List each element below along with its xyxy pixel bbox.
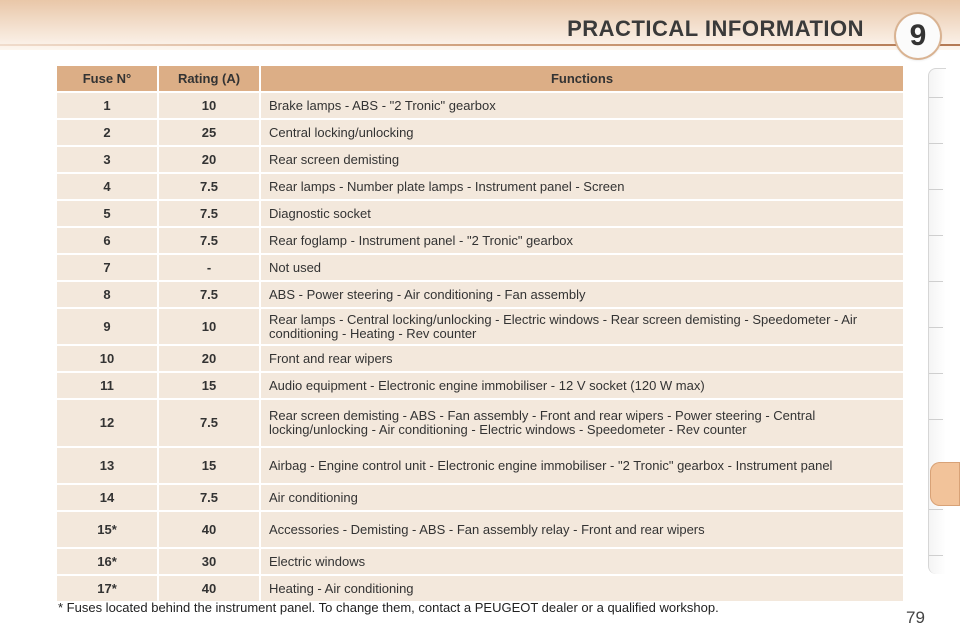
table-row	[57, 174, 903, 199]
rail-divider	[929, 373, 943, 374]
fuse-functions: Central locking/unlocking	[261, 120, 903, 145]
chapter-number: 9	[909, 19, 927, 52]
rail-divider	[929, 143, 943, 144]
fuse-number: 12	[57, 400, 159, 446]
table-header-row	[57, 66, 903, 91]
header-divider	[0, 44, 960, 46]
rail-divider	[929, 509, 943, 510]
table-row	[57, 576, 903, 601]
fuse-functions: Heating - Air conditioning	[261, 576, 903, 601]
fuse-functions: Rear lamps - Central locking/unlocking - Electric windows - Rear screen demisting - Speedometer - Air conditioning - Heating - Rev counter	[261, 309, 903, 344]
table-row	[57, 485, 903, 510]
column-header-fuse: Fuse N°	[57, 66, 159, 91]
table-row	[57, 549, 903, 574]
fuse-rating: 15	[159, 373, 261, 398]
fuse-functions: Electric windows	[261, 549, 903, 574]
fuse-number: 6	[57, 228, 159, 253]
table-row	[57, 93, 903, 118]
column-header-functions: Functions	[261, 66, 903, 91]
fuse-rating: 25	[159, 120, 261, 145]
page-title: PRACTICAL INFORMATION	[567, 16, 864, 41]
fuse-functions: Diagnostic socket	[261, 201, 903, 226]
fuse-number: 8	[57, 282, 159, 307]
fuse-number: 11	[57, 373, 159, 398]
fuse-rating: 30	[159, 549, 261, 574]
rail-divider	[929, 235, 943, 236]
table-row	[57, 201, 903, 226]
fuse-number: 13	[57, 448, 159, 483]
fuse-number: 15*	[57, 512, 159, 547]
fuse-functions: Airbag - Engine control unit - Electronic engine immobiliser - "2 Tronic" gearbox - Instrument panel	[261, 448, 903, 483]
table-row	[57, 309, 903, 344]
fuse-functions: Rear screen demisting	[261, 147, 903, 172]
fuse-number: 16*	[57, 549, 159, 574]
fuse-rating: 7.5	[159, 174, 261, 199]
fuse-number: 9	[57, 309, 159, 344]
table-row	[57, 147, 903, 172]
rail-divider	[929, 327, 943, 328]
table-row	[57, 228, 903, 253]
fuse-rating: 10	[159, 309, 261, 344]
fuse-functions: Rear foglamp - Instrument panel - "2 Tronic" gearbox	[261, 228, 903, 253]
fuse-number: 5	[57, 201, 159, 226]
fuse-number: 10	[57, 346, 159, 371]
table-row	[57, 346, 903, 371]
fuse-rating: 20	[159, 346, 261, 371]
fuse-table	[57, 64, 903, 603]
fuse-rating: 10	[159, 93, 261, 118]
chapter-tab-active[interactable]	[930, 462, 960, 506]
table-row	[57, 255, 903, 280]
fuse-number: 17*	[57, 576, 159, 601]
fuse-functions: Accessories - Demisting - ABS - Fan assembly relay - Front and rear wipers	[261, 512, 903, 547]
fuse-functions: Not used	[261, 255, 903, 280]
fuse-functions: Rear lamps - Number plate lamps - Instrument panel - Screen	[261, 174, 903, 199]
fuse-number: 7	[57, 255, 159, 280]
table-row	[57, 512, 903, 547]
table-row	[57, 373, 903, 398]
chapter-badge	[896, 14, 940, 58]
table-row	[57, 282, 903, 307]
fuse-functions: Air conditioning	[261, 485, 903, 510]
fuse-rating: 7.5	[159, 400, 261, 446]
rail-divider	[929, 555, 943, 556]
table-row	[57, 120, 903, 145]
fuse-functions: ABS - Power steering - Air conditioning - Fan assembly	[261, 282, 903, 307]
fuse-rating: 20	[159, 147, 261, 172]
table-row	[57, 448, 903, 483]
fuse-functions: Rear screen demisting - ABS - Fan assembly - Front and rear wipers - Power steering - Central locking/unlocking - Air conditioning - Electric windows - Speedometer - Rev counter	[261, 400, 903, 446]
fuse-rating: 7.5	[159, 201, 261, 226]
fuse-rating: 7.5	[159, 282, 261, 307]
fuse-number: 2	[57, 120, 159, 145]
page-number: 79	[906, 608, 925, 627]
rail-divider	[929, 281, 943, 282]
fuse-rating: 40	[159, 576, 261, 601]
fuse-rating: 40	[159, 512, 261, 547]
fuse-functions: Brake lamps - ABS - "2 Tronic" gearbox	[261, 93, 903, 118]
rail-divider	[929, 189, 943, 190]
fuse-functions: Audio equipment - Electronic engine immobiliser - 12 V socket (120 W max)	[261, 373, 903, 398]
rail-divider	[929, 97, 943, 98]
rail-divider	[929, 419, 943, 420]
fuse-number: 1	[57, 93, 159, 118]
footnote: * Fuses located behind the instrument panel. To change them, contact a PEUGEOT dealer or a qualified workshop.	[58, 600, 719, 615]
fuse-number: 4	[57, 174, 159, 199]
fuse-rating: 15	[159, 448, 261, 483]
fuse-functions: Front and rear wipers	[261, 346, 903, 371]
fuse-rating: 7.5	[159, 485, 261, 510]
fuse-rating: 7.5	[159, 228, 261, 253]
column-header-rating: Rating (A)	[159, 66, 261, 91]
fuse-rating: -	[159, 255, 261, 280]
table-row	[57, 400, 903, 446]
fuse-number: 3	[57, 147, 159, 172]
fuse-number: 14	[57, 485, 159, 510]
